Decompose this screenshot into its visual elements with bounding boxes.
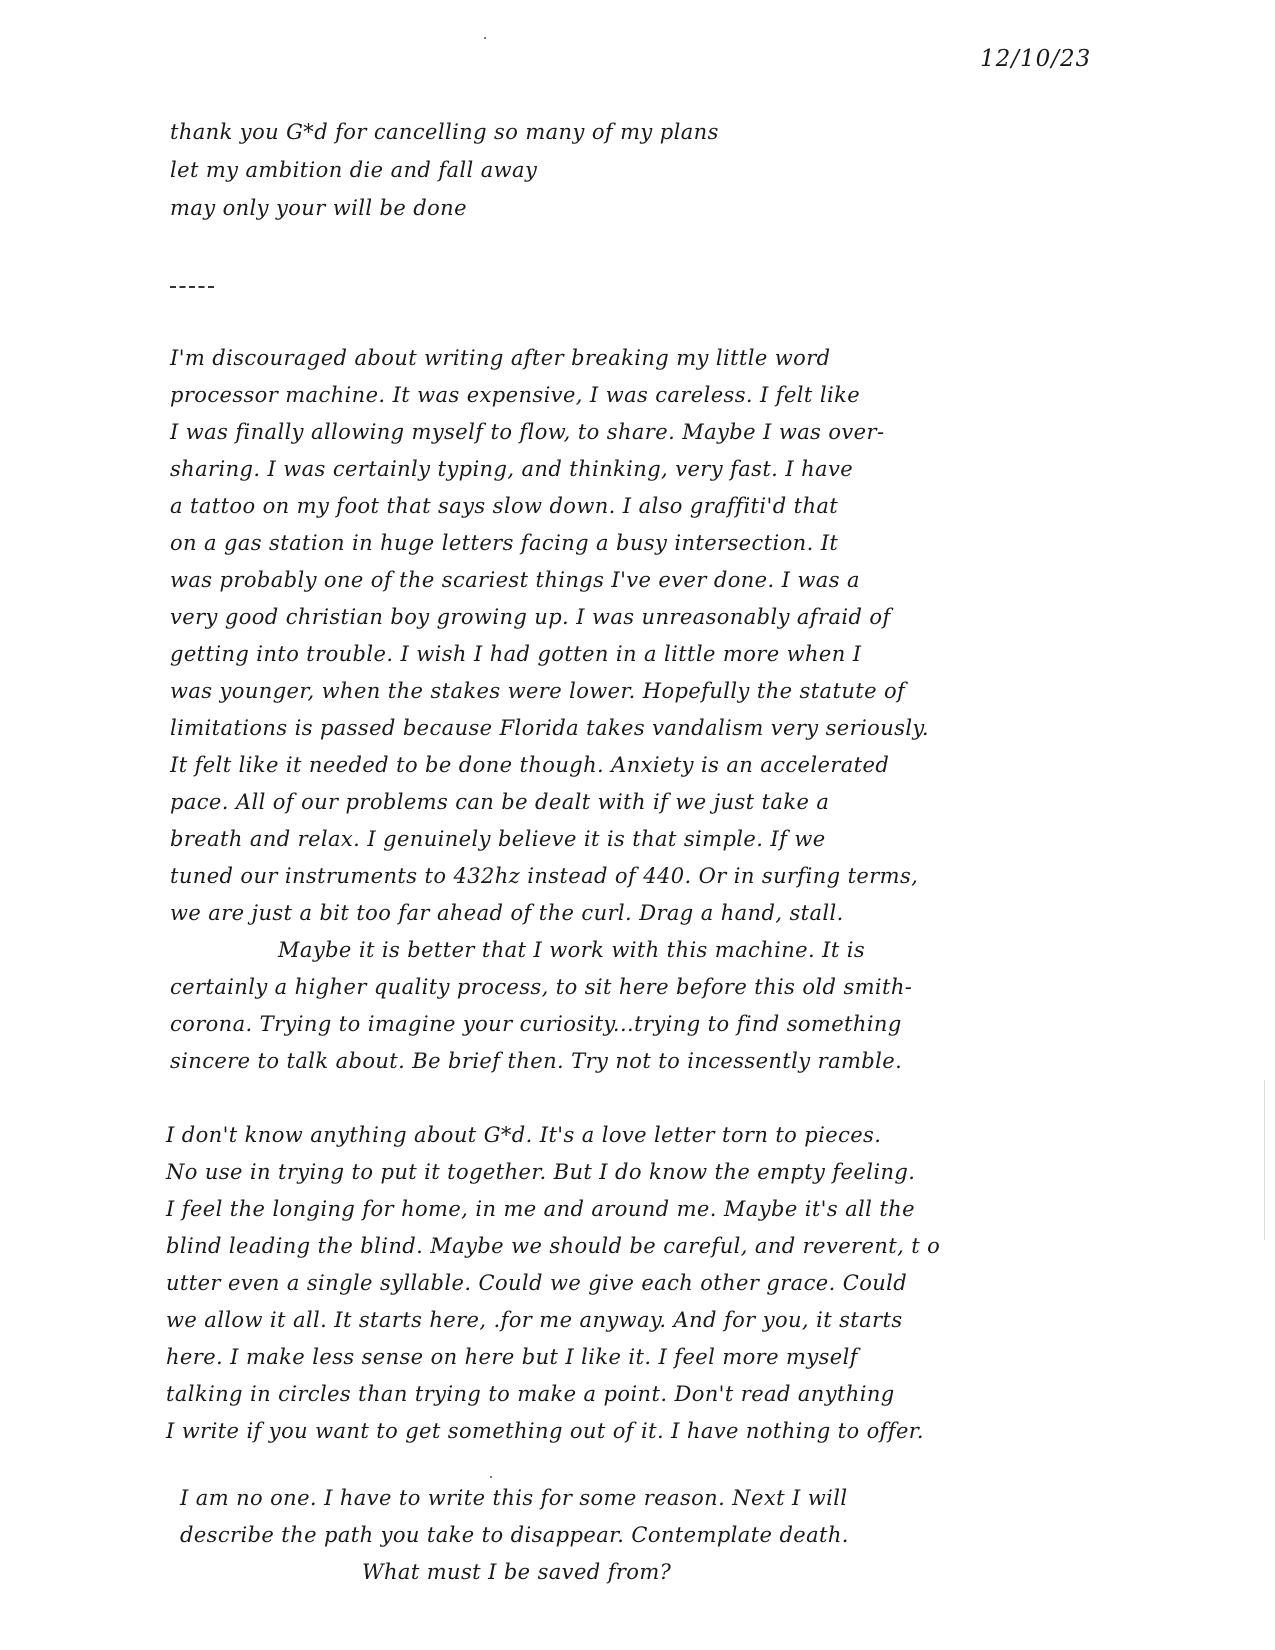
paragraph-line: sharing. I was certainly typing, and thinking, very fast. I have xyxy=(170,457,854,481)
paragraph-line: was probably one of the scariest things I've ever done. I was a xyxy=(170,568,860,592)
paragraph-line: I write if you want to get something out of it. I have nothing to offer. xyxy=(166,1419,925,1443)
paragraph-line: a tattoo on my foot that says slow down. I also graffiti'd that xyxy=(170,494,839,518)
paragraph-line: talking in circles than trying to make a point. Don't read anything xyxy=(166,1382,895,1406)
paragraph-line: It felt like it needed to be done though. Anxiety is an accelerated xyxy=(170,753,890,777)
paragraph-line: corona. Trying to imagine your curiosity...trying to find something xyxy=(170,1012,902,1036)
poem-line: thank you G*d for cancelling so many of my plans xyxy=(170,120,719,144)
paragraph-line: I am no one. I have to write this for some reason. Next I will xyxy=(180,1486,848,1510)
paragraph-line: limitations is passed because Florida takes vandalism very seriously. xyxy=(170,716,929,740)
section-divider xyxy=(170,286,214,288)
paragraph-line: here. I make less sense on here but I like it. I feel more myself xyxy=(166,1345,858,1369)
paragraph-line: I was finally allowing myself to flow, to share. Maybe I was over- xyxy=(170,420,885,444)
paragraph-line: on a gas station in huge letters facing a busy intersection. It xyxy=(170,531,839,555)
paper-speck xyxy=(490,1476,492,1478)
paragraph-line: describe the path you take to disappear. Contemplate death. xyxy=(180,1523,849,1547)
margin-rule xyxy=(1264,1080,1265,1240)
paragraph-line: I feel the longing for home, in me and around me. Maybe it's all the xyxy=(166,1197,915,1221)
paragraph-line: we allow it all. It starts here, .for me anyway. And for you, it starts xyxy=(166,1308,903,1332)
paragraph-line: Maybe it is better that I work with this machine. It is xyxy=(278,938,866,962)
paragraph-line: blind leading the blind. Maybe we should be careful, and reverent, t o xyxy=(166,1234,941,1258)
paragraph-line: utter even a single syllable. Could we give each other grace. Could xyxy=(166,1271,908,1295)
poem-line: let my ambition die and fall away xyxy=(170,158,538,182)
paragraph-line: getting into trouble. I wish I had gotten in a little more when I xyxy=(170,642,862,666)
paragraph-line: No use in trying to put it together. But I do know the empty feeling. xyxy=(166,1160,916,1184)
paragraph-line: was younger, when the stakes were lower. Hopefully the statute of xyxy=(170,679,906,703)
paragraph-line: we are just a bit too far ahead of the curl. Drag a hand, stall. xyxy=(170,901,844,925)
paragraph-line: What must I be saved from? xyxy=(362,1560,672,1584)
paragraph-line: I'm discouraged about writing after breaking my little word xyxy=(170,346,831,370)
paragraph-line: very good christian boy growing up. I was unreasonably afraid of xyxy=(170,605,891,629)
paragraph-line: pace. All of our problems can be dealt with if we just take a xyxy=(170,790,830,814)
poem-line: may only your will be done xyxy=(170,196,467,220)
paragraph-line: tuned our instruments to 432hz instead of 440. Or in surfing terms, xyxy=(170,864,919,888)
paragraph-line: certainly a higher quality process, to sit here before this old smith- xyxy=(170,975,913,999)
paragraph-line: I don't know anything about G*d. It's a love letter torn to pieces. xyxy=(166,1123,882,1147)
entry-date: 12/10/23 xyxy=(980,46,1092,72)
paragraph-line: processor machine. It was expensive, I was careless. I felt like xyxy=(170,383,861,407)
paper-speck xyxy=(484,37,486,39)
paragraph-line: breath and relax. I genuinely believe it is that simple. If we xyxy=(170,827,826,851)
paragraph-line: sincere to talk about. Be brief then. Try not to incessently ramble. xyxy=(170,1049,903,1073)
